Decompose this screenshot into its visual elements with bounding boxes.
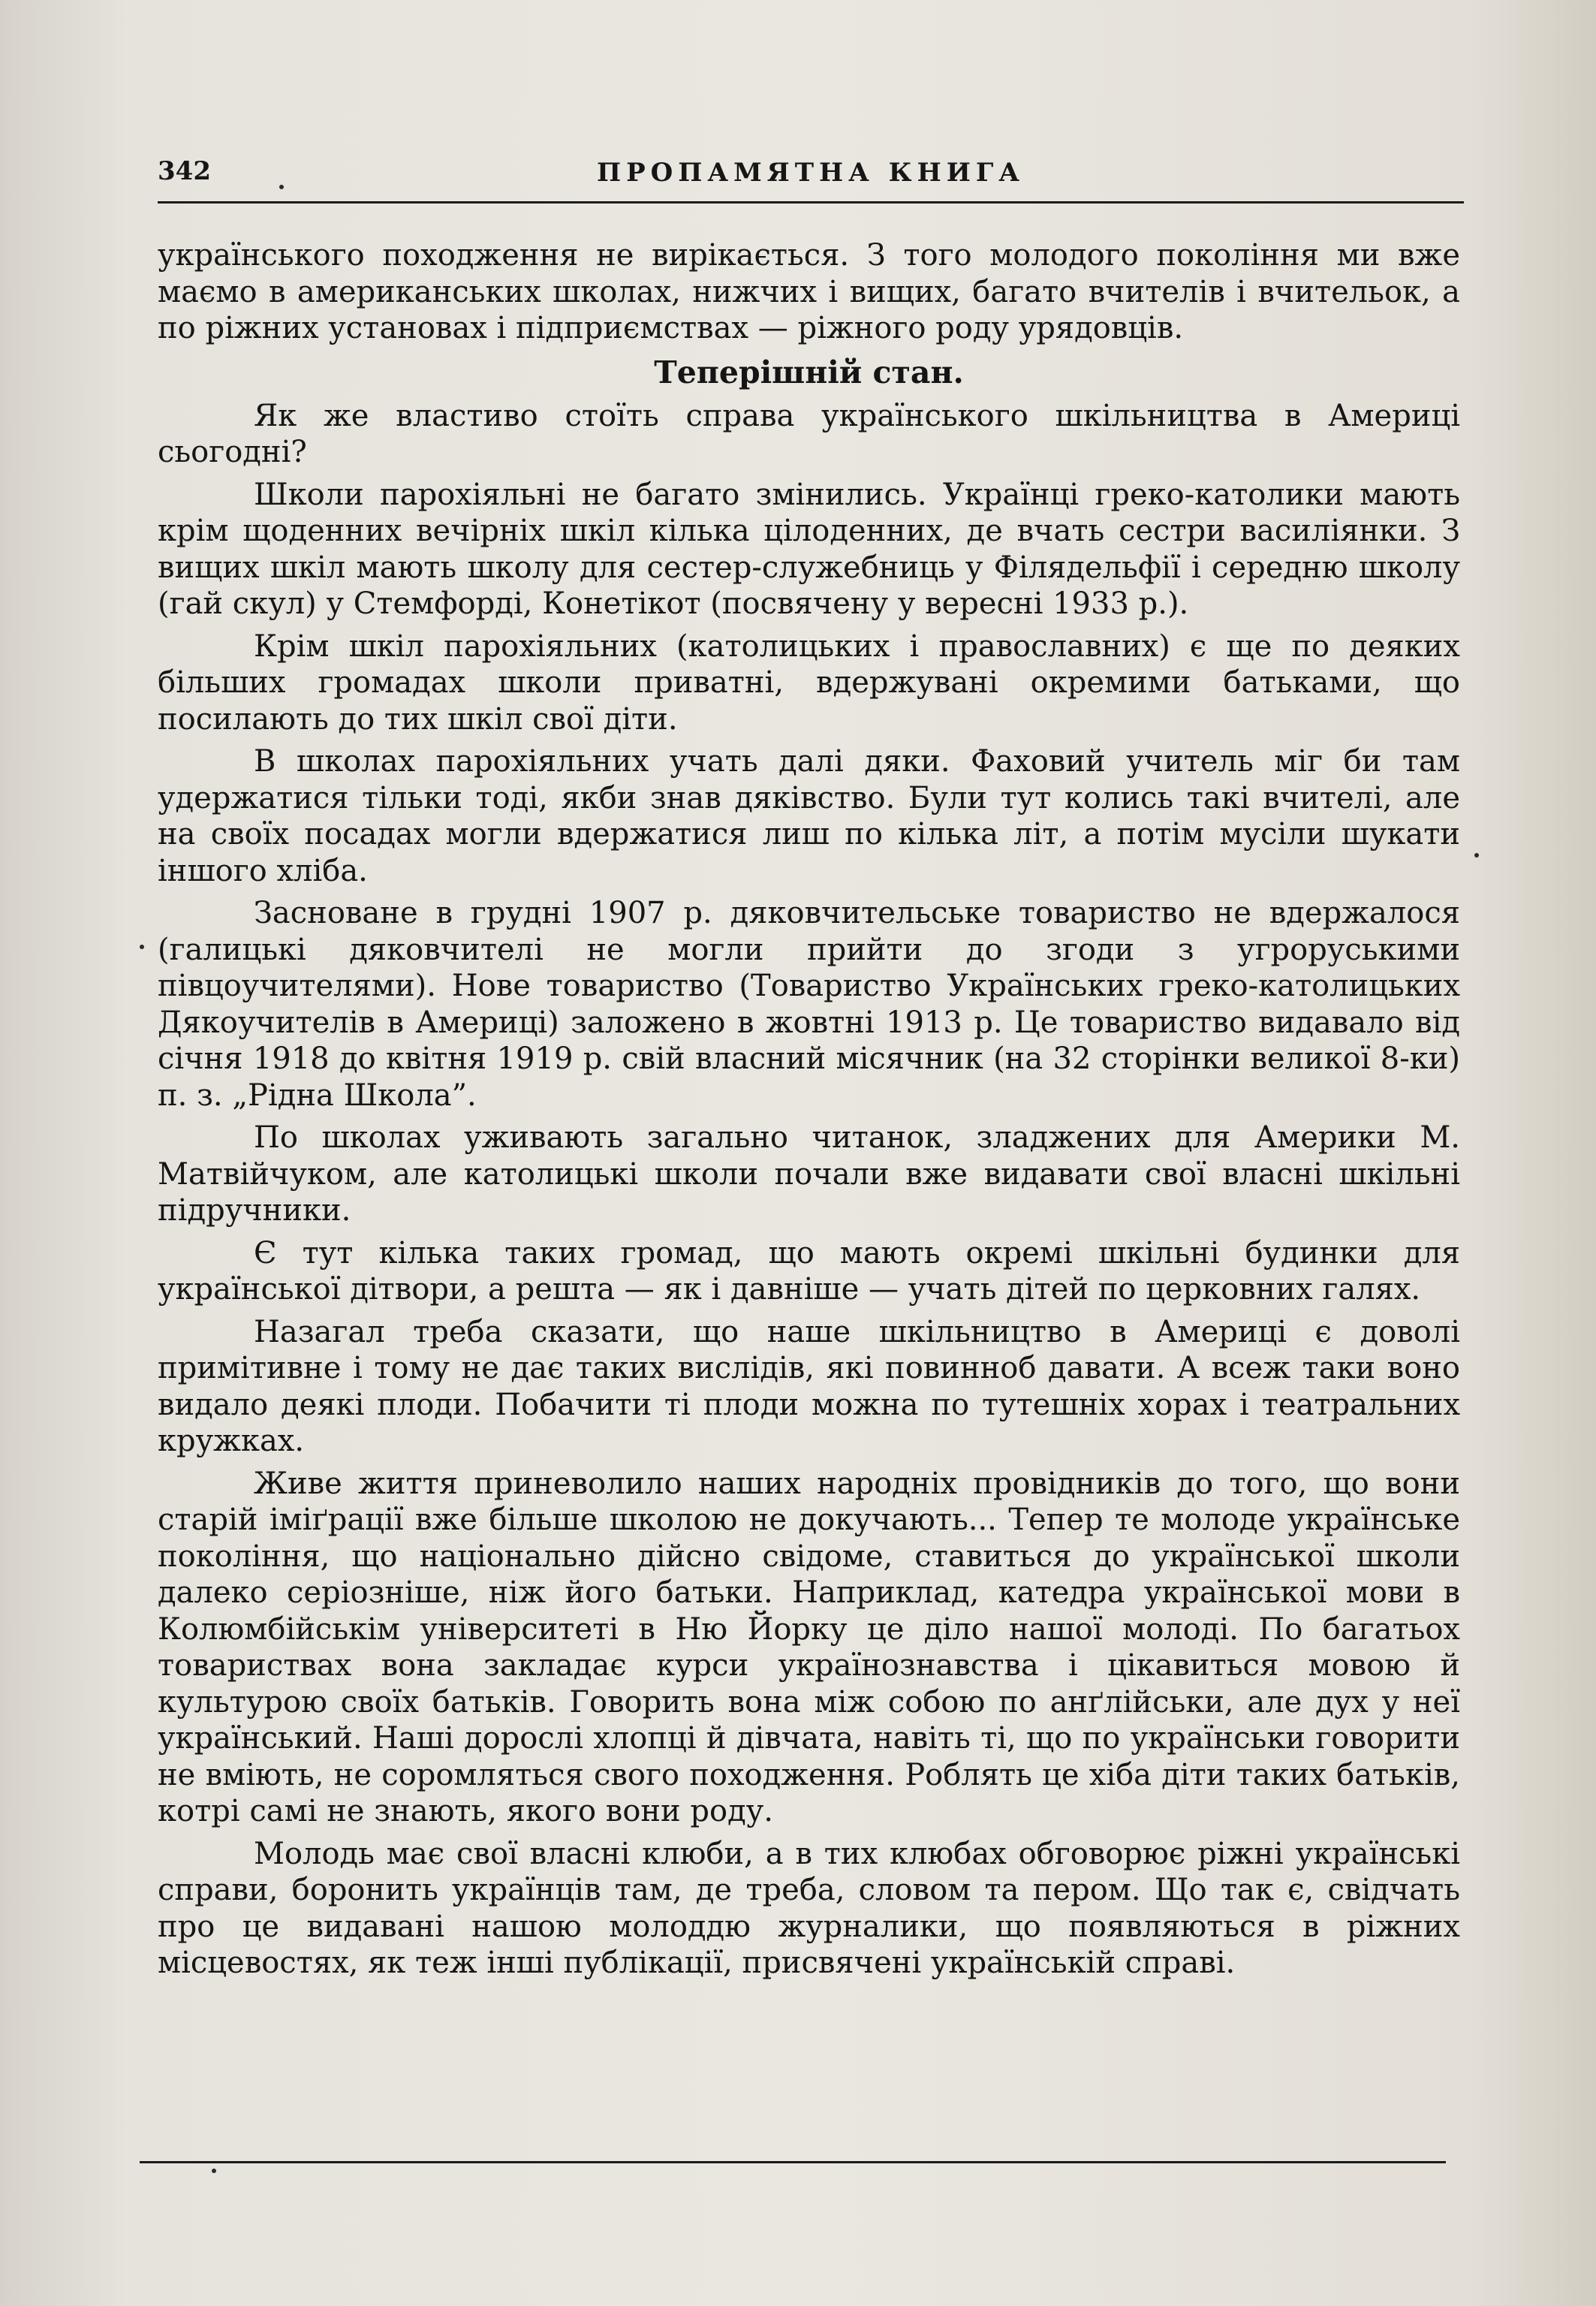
paragraph: Крім шкіл парохіяльних (католицьких і православних) є ще по деяких більших громадах школи приватні, вдержувані окремими батьками, що посилають до тих шкіл свої діти.: [158, 628, 1460, 737]
ink-speck: [1474, 853, 1479, 858]
paragraph: Є тут кілька таких громад, що мають окремі шкільні будинки для української дітвори, а решта — як і давніше — учать дітей по церковних галях.: [158, 1235, 1460, 1307]
paragraph: Назагал треба сказати, що наше шкільництво в Америці є доволі примітивне і тому не дає таких вислідів, які повинноб давати. А всеж таки воно видало деякі плоди. Побачити ті плоди можна по тутешніх хорах і театральних кружках.: [158, 1314, 1460, 1458]
paragraph: українського походження не вирікається. З того молодого покоління ми вже маємо в американських школах, нижчих і вищих, багато вчителів і вчительок, а по ріжних установах і підприємствах — ріжного роду урядовців.: [158, 238, 1460, 345]
paragraph: По школах уживають загально читанок, зладжених для Америки М. Матвійчуком, але католицькі школи почали вже видавати свої власні шкільні підручники.: [158, 1120, 1460, 1228]
page-number: 342: [158, 156, 211, 186]
paragraph: Школи парохіяльні не багато змінились. Українці греко-католики мають крім щоденних вечірніх шкіл кілька цілоденних, де вчать сестри василіянки. З вищих шкіл мають школу для сестер-служебниць у Філядельфії і середню школу (гай скул) у Стемфорді, Конетікот (посвячену у вересні 1933 р.).: [158, 477, 1460, 621]
paragraph: В школах парохіяльних учать далі дяки. Фаховий учитель міг би там удержатися тільки тоді, якби знав дяківство. Були тут колись такі вчителі, але на своїх посадах могли вдержатися лиш по кілька літ, а потім мусіли шукати іншого хліба.: [158, 744, 1460, 888]
page-body: [158, 237, 1460, 1988]
ink-speck: [279, 185, 284, 189]
paragraph: Засноване в грудні 1907 р. дяковчительське товариство не вдержалося (галицькі дяковчителі не могли прийти до згоди з угроруськими півцоучителями). Нове товариство (Товариство Українських греко-католицьких Дякоучителів в Америці) заложено в жовтні 1913 р. Це товариство видавало від січня 1918 до квітня 1919 р. свій власний місячник (на 32 сторінки великої 8-ки) п. з. „Рідна Школа”.: [158, 896, 1460, 1113]
header-rule: [158, 201, 1464, 203]
ink-speck: [140, 945, 144, 949]
paragraph: Молодь має свої власні клюби, а в тих клюбах обговорює ріжні українські справи, боронить українців там, де треба, словом та пером. Що так є, свідчать про це видавані нашою молоддю журналики, що появляються в ріжних місцевостях, як теж інші публікації, присвячені українській справі.: [158, 1836, 1460, 1980]
footer-rule: [140, 2161, 1446, 2163]
section-heading: Теперішній стан.: [654, 354, 964, 390]
page-header: [158, 156, 1464, 201]
paragraph: Як же властиво стоїть справа українського шкільництва в Америці сьогодні?: [158, 398, 1460, 469]
running-title: ПРОПАМЯТНА КНИГА: [596, 158, 1025, 188]
paragraph: Живе життя приневолило наших народніх провідників до того, що вони старій іміґрації вже більше школою не докучають... Тепер те молоде українське покоління, що національно дійсно свідоме, ставиться до української школи далеко серіозніше, ніж його батьки. Наприклад, катедра української мови в Колюмбійськім університеті в Ню Йорку це діло нашої молоді. По багатьох товариствах вона закладає курси українознавства і цікавиться мовою й культурою своїх батьків. Говорить вона між собою по анґлійськи, але дух у неї український. Наші дорослі хлопці й дівчата, навіть ті, що по українськи говорити не вміють, не соромляться свого походження. Роблять це хіба діти таких батьків, котрі самі не знають, якого вони роду.: [158, 1466, 1460, 1828]
ink-speck: [212, 2169, 216, 2173]
